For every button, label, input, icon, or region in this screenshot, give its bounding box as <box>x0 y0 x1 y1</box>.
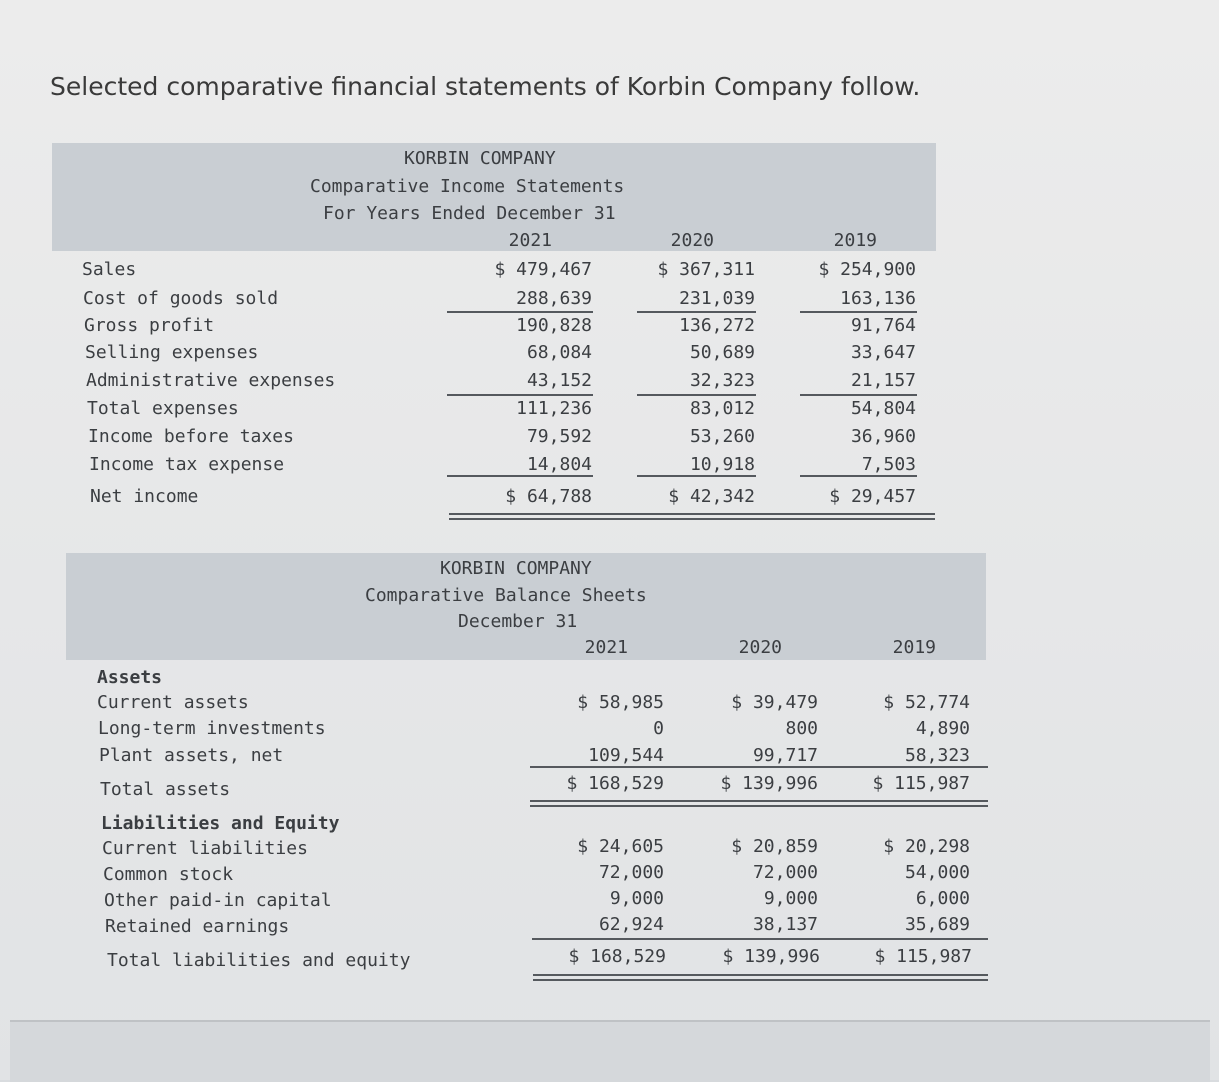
is-value-admin-expenses-2020: 32,323 <box>689 370 755 391</box>
bs-value-total-assets-2020: $ 139,996 <box>720 773 818 794</box>
bs-value-total-liabilities-equity-2020: $ 139,996 <box>722 946 820 967</box>
bs-value-plant-assets-2019: 58,323 <box>904 745 970 766</box>
bs-value-other-paid-in-capital-2021: 9,000 <box>609 888 664 909</box>
bs-label-total-liabilities-equity: Total liabilities and equity <box>107 950 411 971</box>
is-double-rule-net-income <box>449 513 935 520</box>
is-rule-expenses-1 <box>637 394 756 396</box>
is-value-sales-2019: $ 254,900 <box>818 259 916 280</box>
is-period: For Years Ended December 31 <box>323 203 616 224</box>
is-rule-tax-0 <box>447 475 593 477</box>
bs-company-name: KORBIN COMPANY <box>440 558 592 579</box>
is-label-admin-expenses: Administrative expenses <box>86 370 336 391</box>
is-year-2019: 2019 <box>833 230 877 251</box>
bs-label-plant-assets: Plant assets, net <box>99 745 284 766</box>
is-value-income-before-taxes-2019: 36,960 <box>850 426 916 447</box>
bs-value-plant-assets-2021: 109,544 <box>588 745 664 766</box>
is-value-selling-expenses-2021: 68,084 <box>526 342 592 363</box>
is-label-cogs: Cost of goods sold <box>83 288 279 309</box>
is-rule-expenses-0 <box>447 394 593 396</box>
bs-rule-above-total-assets <box>530 766 988 768</box>
is-value-gross-profit-2019: 91,764 <box>850 315 916 336</box>
is-value-sales-2021: $ 479,467 <box>494 259 592 280</box>
is-value-net-income-2021: $ 64,788 <box>505 486 592 507</box>
is-rule-gross-2 <box>800 311 917 313</box>
is-value-selling-expenses-2020: 50,689 <box>689 342 755 363</box>
is-label-gross-profit: Gross profit <box>84 315 215 336</box>
is-label-total-expenses: Total expenses <box>87 398 239 419</box>
is-label-selling-expenses: Selling expenses <box>85 342 259 363</box>
assets-heading: Assets <box>97 667 163 688</box>
page-bottom-edge <box>10 1020 1210 1082</box>
bs-value-plant-assets-2020: 99,717 <box>752 745 818 766</box>
bs-value-current-liabilities-2021: $ 24,605 <box>577 836 664 857</box>
is-value-admin-expenses-2021: 43,152 <box>526 370 592 391</box>
bs-value-long-term-investments-2020: 800 <box>785 718 818 739</box>
is-value-net-income-2019: $ 29,457 <box>829 486 916 507</box>
bs-title: Comparative Balance Sheets <box>365 585 647 606</box>
is-value-income-before-taxes-2021: 79,592 <box>526 426 592 447</box>
bs-value-total-assets-2021: $ 168,529 <box>566 773 664 794</box>
bs-value-retained-earnings-2019: 35,689 <box>904 914 970 935</box>
bs-value-current-liabilities-2020: $ 20,859 <box>731 836 818 857</box>
is-rule-gross-1 <box>637 311 756 313</box>
is-value-income-before-taxes-2020: 53,260 <box>689 426 755 447</box>
is-value-income-tax-expense-2020: 10,918 <box>689 454 755 475</box>
is-value-income-tax-expense-2019: 7,503 <box>861 454 916 475</box>
is-value-gross-profit-2020: 136,272 <box>679 315 755 336</box>
is-value-admin-expenses-2019: 21,157 <box>850 370 916 391</box>
is-value-income-tax-expense-2021: 14,804 <box>526 454 592 475</box>
is-title: Comparative Income Statements <box>310 176 625 197</box>
is-value-total-expenses-2020: 83,012 <box>689 398 755 419</box>
intro-text: Selected comparative financial statements of Korbin Company follow. <box>50 72 921 101</box>
is-value-cogs-2020: 231,039 <box>679 288 755 309</box>
bs-year-2021: 2021 <box>584 637 628 658</box>
is-value-total-expenses-2019: 54,804 <box>850 398 916 419</box>
is-year-2021: 2021 <box>508 230 552 251</box>
is-rule-tax-2 <box>800 475 917 477</box>
bs-value-common-stock-2021: 72,000 <box>598 862 664 883</box>
is-label-sales: Sales <box>82 259 137 280</box>
bs-label-current-assets: Current assets <box>97 692 249 713</box>
bs-double-rule-total-liabilities <box>533 974 988 981</box>
bs-value-other-paid-in-capital-2019: 6,000 <box>915 888 970 909</box>
bs-value-long-term-investments-2019: 4,890 <box>915 718 970 739</box>
bs-period: December 31 <box>458 611 578 632</box>
is-value-total-expenses-2021: 111,236 <box>516 398 592 419</box>
bs-label-long-term-investments: Long-term investments <box>98 718 326 739</box>
bs-value-current-assets-2019: $ 52,774 <box>883 692 970 713</box>
is-value-cogs-2019: 163,136 <box>840 288 916 309</box>
bs-value-retained-earnings-2020: 38,137 <box>752 914 818 935</box>
is-value-sales-2020: $ 367,311 <box>657 259 755 280</box>
bs-label-common-stock: Common stock <box>103 864 234 885</box>
is-rule-gross-0 <box>447 311 593 313</box>
is-value-cogs-2021: 288,639 <box>516 288 592 309</box>
bs-value-retained-earnings-2021: 62,924 <box>598 914 664 935</box>
bs-value-total-liabilities-equity-2021: $ 168,529 <box>568 946 666 967</box>
liabilities-heading: Liabilities and Equity <box>101 813 340 834</box>
is-value-gross-profit-2021: 190,828 <box>516 315 592 336</box>
bs-double-rule-total-assets <box>530 800 988 807</box>
is-rule-expenses-2 <box>800 394 917 396</box>
bs-label-current-liabilities: Current liabilities <box>102 838 308 859</box>
is-year-2020: 2020 <box>670 230 714 251</box>
is-label-income-before-taxes: Income before taxes <box>88 426 294 447</box>
bs-value-common-stock-2019: 54,000 <box>904 862 970 883</box>
bs-year-2020: 2020 <box>738 637 782 658</box>
is-company-name: KORBIN COMPANY <box>404 148 556 169</box>
bs-rule-above-total-liabilities <box>532 938 988 940</box>
bs-value-total-assets-2019: $ 115,987 <box>872 773 970 794</box>
bs-year-2019: 2019 <box>892 637 936 658</box>
is-label-net-income: Net income <box>90 486 199 507</box>
is-rule-tax-1 <box>637 475 756 477</box>
bs-value-current-liabilities-2019: $ 20,298 <box>883 836 970 857</box>
bs-value-total-liabilities-equity-2019: $ 115,987 <box>874 946 972 967</box>
is-value-net-income-2020: $ 42,342 <box>668 486 755 507</box>
bs-label-retained-earnings: Retained earnings <box>105 916 290 937</box>
bs-value-common-stock-2020: 72,000 <box>752 862 818 883</box>
bs-value-long-term-investments-2021: 0 <box>653 718 664 739</box>
bs-value-other-paid-in-capital-2020: 9,000 <box>763 888 818 909</box>
bs-label-other-paid-in-capital: Other paid-in capital <box>104 890 332 911</box>
bs-value-current-assets-2020: $ 39,479 <box>731 692 818 713</box>
is-value-selling-expenses-2019: 33,647 <box>850 342 916 363</box>
bs-label-total-assets: Total assets <box>100 779 231 800</box>
is-label-income-tax-expense: Income tax expense <box>89 454 285 475</box>
bs-value-current-assets-2021: $ 58,985 <box>577 692 664 713</box>
